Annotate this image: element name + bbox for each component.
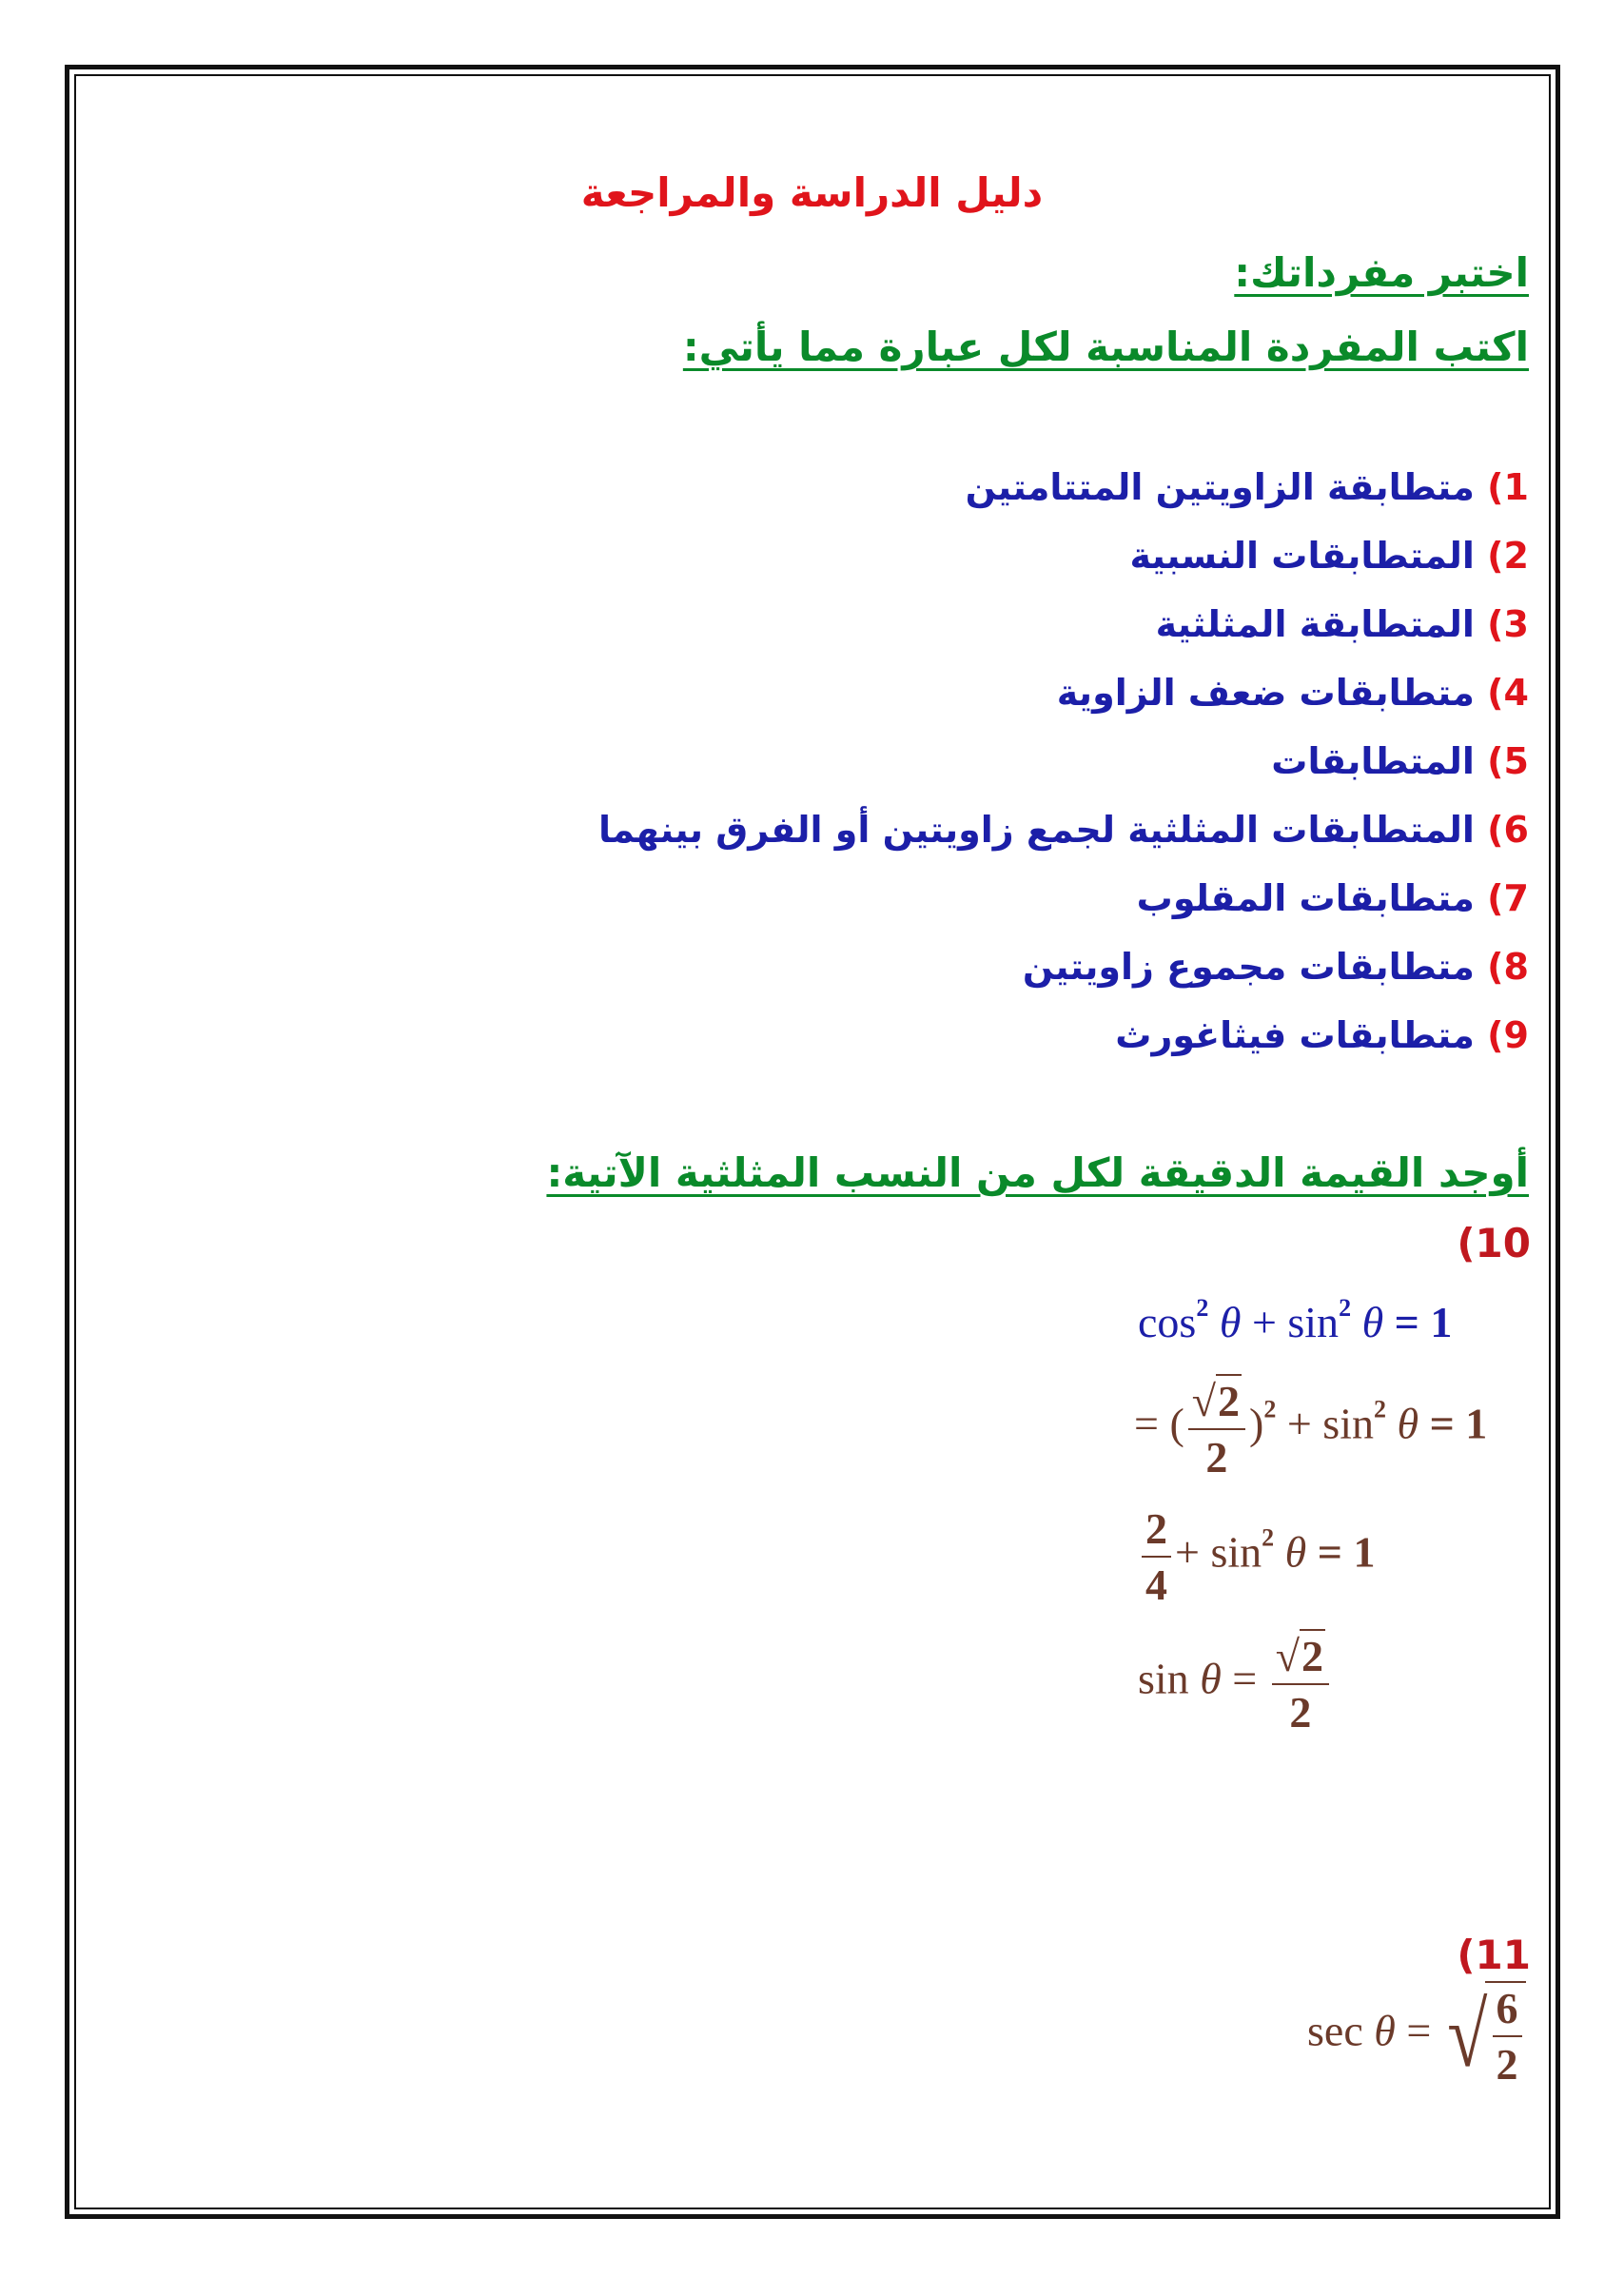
q11-line-1: sec θ = √ $\frac{6}{2}$ [1307,1981,1526,2090]
q10-line-4: sin θ = $\frac{√2}{2}$ [1138,1629,1333,1737]
item-number: 1) [1487,466,1529,508]
vocab-item-3 [1156,603,1529,645]
fraction: $\frac{√2}{2}$ [1272,1629,1329,1737]
item-number: 3) [1487,603,1529,645]
item-text: متطابقات فيثاغورث [1115,1014,1475,1056]
item-text: متطابقة الزاويتين المتتامتين [965,466,1475,508]
vocab-item-7 [1137,877,1529,919]
vocab-heading: اختبر مفرداتك: [1234,249,1529,296]
vocab-item-8 [1023,946,1529,988]
q10-line-3: $\frac{2}{4}$ + $\sin^2 \theta = 1$ [1138,1503,1375,1610]
exact-values-heading: أوجد القيمة الدقيقة لكل من النسب المثلثية الآتية: [546,1149,1529,1196]
fraction: $\frac{6}{2}$ [1493,1983,1522,2090]
q10-line-1: $\cos^2 \theta + \sin^2 \theta = 1$ [1138,1294,1453,1346]
question-11-label: (11 [1457,1932,1531,1978]
page-border-inner [74,74,1551,2209]
vocab-item-4 [1057,672,1529,714]
item-text: متطابقات ضعف الزاوية [1056,672,1475,714]
vocab-item-9 [1115,1014,1529,1056]
item-number: 2) [1487,535,1529,577]
item-number: 8) [1487,946,1529,988]
item-text: متطابقات المقلوب [1136,877,1475,919]
vocab-item-5 [1271,740,1529,782]
item-number: 7) [1487,877,1529,919]
vocab-item-2 [1130,535,1529,577]
item-text: المتطابقات النسبية [1129,535,1475,577]
vocab-item-1 [966,466,1529,508]
vocab-instruction: اكتب المفردة المناسبة لكل عبارة مما يأتي: [682,324,1529,370]
item-number: 5) [1487,740,1529,782]
page-title: دليل الدراسة والمراجعة [580,169,1044,216]
vocab-item-6 [598,809,1529,851]
q10-line-2: = ( $\frac{√2}{2}$ )$^2 + \sin^2 \theta = 1$ [1134,1374,1487,1482]
fraction: $\frac{2}{4}$ [1142,1503,1171,1610]
item-text: المتطابقات [1271,740,1475,782]
fraction: $\frac{√2}{2}$ [1188,1374,1245,1482]
item-number: 9) [1487,1014,1529,1056]
item-text: المتطابقات المثلثية لجمع زاويتين أو الفرق بينهما [597,809,1475,851]
item-text: المتطابقة المثلثية [1155,603,1475,645]
question-10-label: (10 [1457,1220,1531,1266]
item-number: 6) [1487,809,1529,851]
item-text: متطابقات مجموع زاويتين [1022,946,1475,988]
square-root: √ $\frac{6}{2}$ [1442,1981,1526,2090]
item-number: 4) [1487,672,1529,714]
